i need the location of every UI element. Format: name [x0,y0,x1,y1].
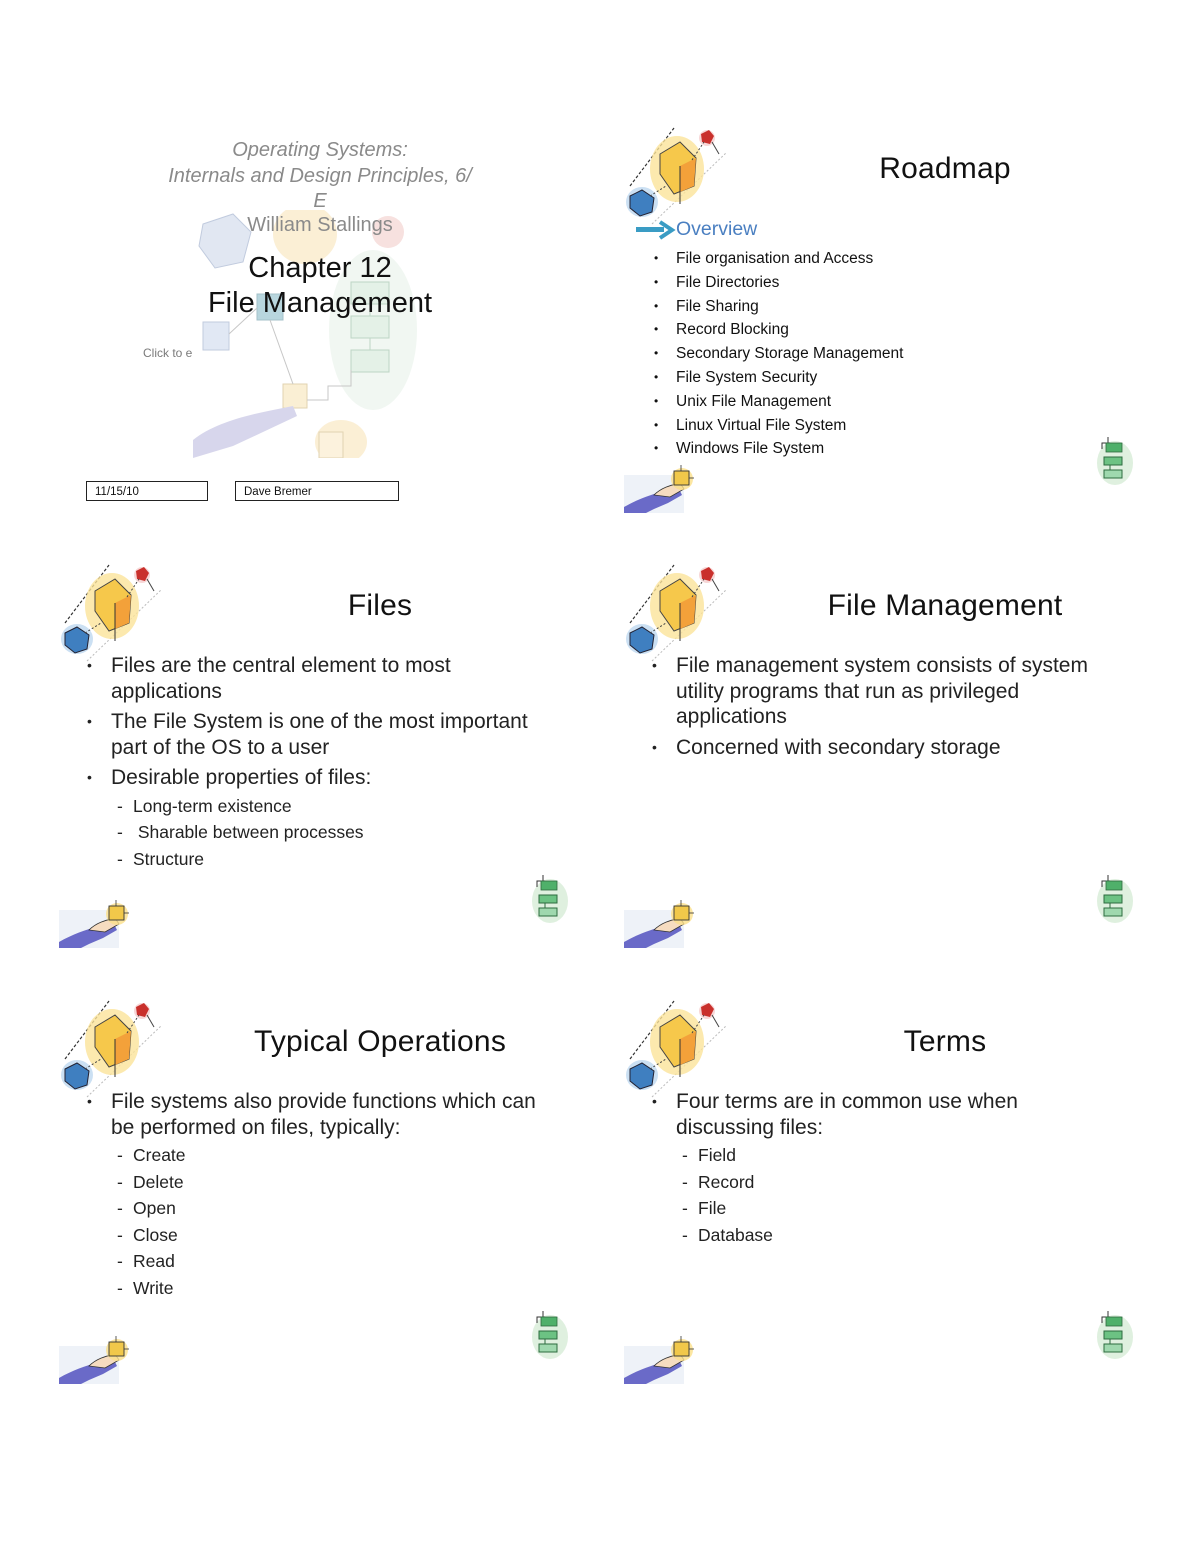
roadmap-item-label: Record Blocking [676,321,789,339]
sub-item [111,1169,555,1196]
cubes-clipart-icon [622,997,732,1102]
bullet-item [650,1089,1120,1248]
roadmap-item-label: Secondary Storage Management [676,345,904,363]
cubes-clipart-icon [622,561,732,666]
bullet-icon: • [654,322,659,337]
roadmap-item [650,342,903,366]
roadmap-item [650,271,903,295]
roadmap-item-label: File Directories [676,273,780,291]
subtitle-line: E [313,190,327,212]
bullet-icon: • [87,713,92,729]
book-author: William Stallings [247,214,393,236]
sub-item-text: Structure [133,848,204,869]
slide-terms [620,993,1150,1393]
flowchart-icon [1092,873,1138,925]
roadmap-item [650,247,903,271]
bullet-icon: • [652,738,657,755]
hand-holding-cube-icon [624,1336,696,1384]
slide-title-chapter-12 [55,120,585,520]
sub-item-text: Record [698,1171,755,1192]
cubes-clipart-icon [57,997,167,1102]
slide-file-management [620,557,1150,957]
bullet-list [650,653,1120,765]
dash-icon: - [117,1224,123,1245]
bullet-text: Desirable properties of files: [111,766,372,789]
bullet-text: File systems also provide functions which can be performed on files, typically: [111,1090,536,1139]
roadmap-item [650,414,903,438]
roadmap-item-label: File Sharing [676,297,759,315]
roadmap-item [650,366,903,390]
bullet-item [85,1089,555,1301]
current-topic-label: Overview [676,218,758,240]
sub-item-text: Field [698,1145,736,1165]
bullet-item [85,765,555,872]
sub-item [676,1222,1120,1249]
book-subtitle [55,138,585,215]
network-cubes-background-icon [193,210,423,458]
bullet-list [85,1089,555,1306]
hand-holding-cube-icon [59,900,131,948]
sub-item [676,1195,1120,1222]
bullet-icon: • [652,1093,657,1109]
click-to-edit-placeholder: Click to e [143,346,193,360]
slide-heading: Terms [903,1025,987,1058]
footer-presenter-box: Dave Bremer [235,481,399,501]
dash-icon: - [117,1198,123,1218]
bullet-icon: • [654,298,659,313]
chapter-number: Chapter 12 [248,252,392,284]
dash-icon: - [117,1145,123,1165]
flowchart-icon [1092,435,1138,487]
dash-icon: - [117,795,123,816]
sub-item [676,1169,1120,1196]
slide-files [55,557,585,957]
sub-item [111,1275,555,1302]
bullet-list [85,653,555,877]
dash-icon: - [117,848,123,869]
sub-item-text: Delete [133,1171,184,1192]
sub-item [111,1142,555,1169]
sub-item-text: Open [133,1198,176,1218]
sub-list [676,1142,1120,1248]
roadmap-item [650,390,903,414]
roadmap-item-label: Unix File Management [676,392,832,410]
roadmap-item-label: Linux Virtual File System [676,416,847,434]
bullet-text: File management system consists of system utility programs that run as privileged applications [676,654,1088,728]
dash-icon: - [117,1277,123,1298]
chapter-name: File Management [207,287,433,319]
bullet-icon: • [87,769,92,785]
bullet-icon: • [654,251,659,265]
cubes-clipart-icon [622,124,732,229]
hand-holding-cube-icon [624,900,696,948]
flowchart-icon [527,1309,573,1361]
dash-icon: - [117,822,123,842]
dash-icon: - [117,1171,123,1192]
bullet-icon: • [654,274,659,289]
dash-icon: - [682,1145,688,1165]
subtitle-line: Internals and Design Principles, 6/ [168,164,472,187]
bullet-text: The File System is one of the most important part of the OS to a user [111,710,528,759]
subtitle-line: Operating Systems: [232,139,408,161]
sub-item-text: Database [698,1224,773,1245]
roadmap-item-label: File organisation and Access [676,250,874,267]
sub-item-text: File [698,1198,727,1218]
dash-icon: - [682,1171,688,1192]
slide-heading: Typical Operations [253,1025,507,1058]
flowchart-icon [1092,1309,1138,1361]
dash-icon: - [682,1198,688,1218]
roadmap-item-label: File System Security [676,368,818,386]
bullet-icon: • [652,657,657,673]
current-topic-arrow-icon [634,220,676,240]
hand-holding-cube-icon [59,1336,131,1384]
bullet-text: Files are the central element to most applications [111,654,451,703]
footer-date-box: 11/15/10 [86,481,208,501]
dash-icon: - [682,1224,688,1245]
sub-item-text: Write [133,1277,174,1298]
bullet-icon: • [654,346,659,361]
bullet-icon: • [654,441,659,456]
bullet-icon: • [654,369,659,384]
sub-item [111,1222,555,1249]
bullet-text: Four terms are in common use when discussing files: [676,1090,1018,1139]
dash-icon: - [117,1251,123,1271]
sub-item [111,846,555,873]
roadmap-item [650,318,903,342]
slide-typical-operations [55,993,585,1393]
roadmap-item [650,437,903,461]
bullet-item [650,735,1120,761]
sub-item-text: Sharable between processes [133,822,364,842]
slide-heading: Roadmap [879,152,1011,185]
cubes-clipart-icon [57,561,167,666]
sub-item [111,1195,555,1222]
bullet-list [650,1089,1120,1253]
sub-list [111,793,555,873]
bullet-icon: • [87,657,92,673]
sub-item-text: Read [133,1251,175,1271]
bullet-icon: • [87,1093,92,1109]
roadmap-current-topic [634,218,757,241]
bullet-text: Concerned with secondary storage [676,735,1001,759]
bullet-icon: • [654,417,659,432]
sub-item [111,819,555,846]
bullet-icon: • [654,393,659,408]
sub-item-text: Close [133,1224,178,1245]
sub-item [676,1142,1120,1169]
slide-roadmap [620,120,1150,520]
roadmap-item-label: Windows File System [676,440,825,458]
roadmap-list [650,247,903,461]
flowchart-icon [527,873,573,925]
bullet-item [85,653,555,704]
roadmap-item [650,295,903,319]
sub-item-text: Create [133,1145,186,1165]
bullet-item [650,653,1120,730]
slide-heading: Files [347,589,413,622]
slide-heading: File Management [827,589,1063,622]
sub-item [111,1248,555,1275]
hand-holding-cube-icon [624,465,696,513]
chapter-title [55,251,585,321]
sub-item-text: Long-term existence [133,795,292,816]
bullet-item [85,709,555,760]
sub-item [111,793,555,820]
sub-list [111,1142,555,1301]
